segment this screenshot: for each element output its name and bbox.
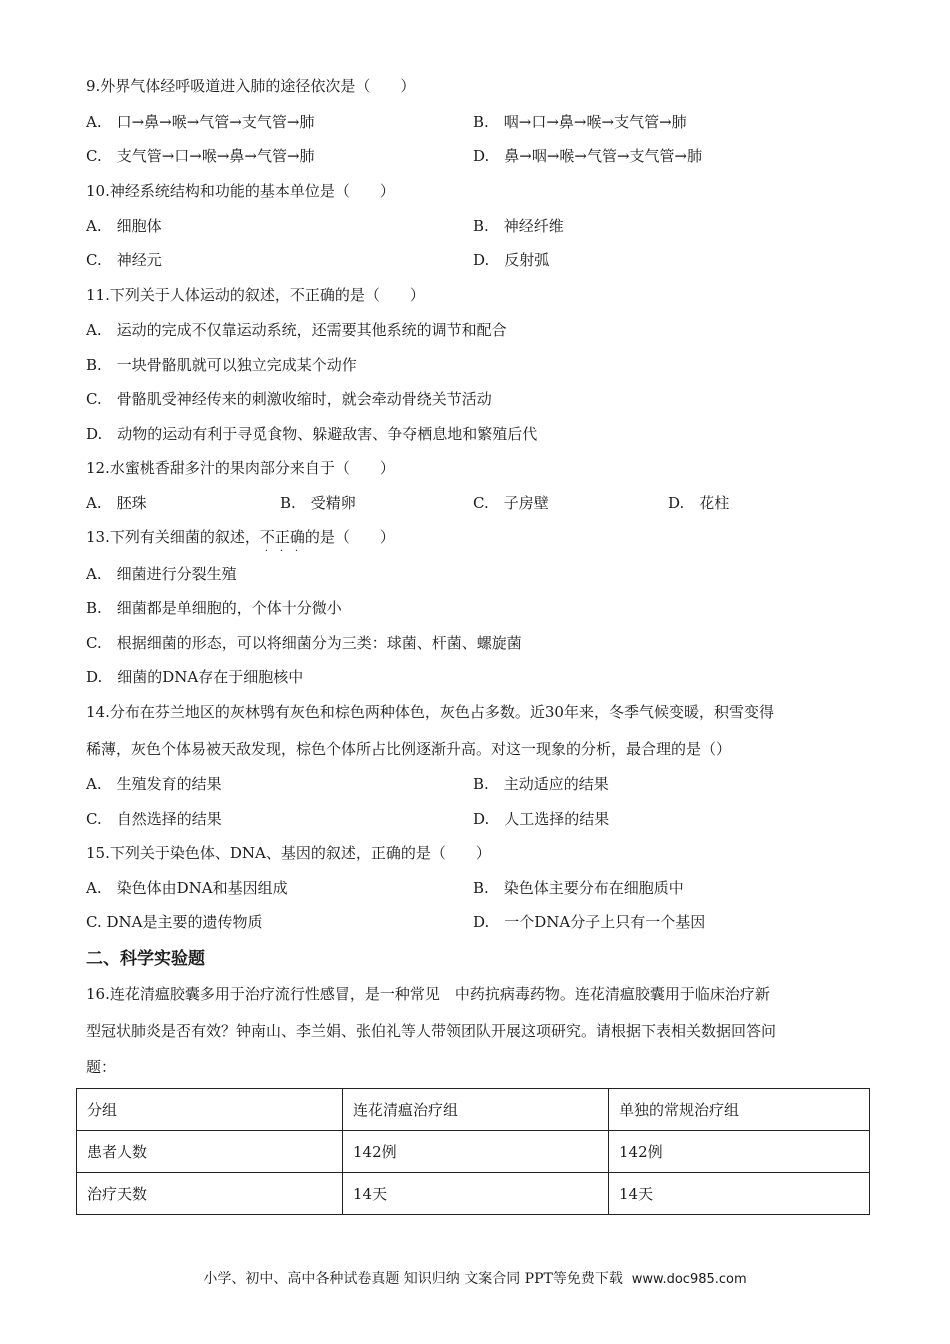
- question-12-option-d: D. 花柱: [668, 494, 730, 512]
- question-15-option-a: A. 染色体由DNA和基因组成: [86, 879, 288, 897]
- footer-url[interactable]: www.doc985.com: [631, 1272, 747, 1287]
- question-11-option-a: A. 运动的完成不仅靠运动系统，还需要其他系统的调节和配合: [86, 321, 507, 339]
- question-14-option-d: D. 人工选择的结果: [473, 810, 610, 828]
- question-13-stem-prefix: 13.下列有关细菌的叙述，: [86, 528, 260, 546]
- question-15-option-c: C. DNA是主要的遗传物质: [86, 913, 263, 931]
- question-13-option-b: B. 细菌都是单细胞的，个体十分微小: [86, 599, 342, 617]
- table-header-cell: 连花清瘟治疗组: [343, 1089, 609, 1131]
- question-15-stem: 15.下列关于染色体、DNA、基因的叙述，正确的是（ ）: [86, 844, 491, 862]
- question-11-option-b: B. 一块骨骼肌就可以独立完成某个动作: [86, 356, 357, 374]
- question-10-option-c: C. 神经元: [86, 251, 162, 269]
- question-16-line1: 16.连花清瘟胶囊多用于治疗流行性感冒，是一种常见 中药抗病毒药物。连花清瘟胶囊用于临床治疗新: [86, 985, 770, 1003]
- question-11-option-d: D. 动物的运动有利于寻觅食物、躲避敌害、争夺栖息地和繁殖后代: [86, 425, 538, 443]
- emphasis-not-correct: 不正确 · · ·: [259, 528, 305, 557]
- table-cell: 142例: [343, 1131, 609, 1173]
- table-row: [77, 1173, 870, 1215]
- question-9-option-c: C. 支气管→口→喉→鼻→气管→肺: [86, 147, 315, 165]
- data-table: [76, 1088, 870, 1215]
- table-header-cell: 单独的常规治疗组: [609, 1089, 870, 1131]
- question-16-line3: 题：: [86, 1058, 117, 1076]
- question-12-option-b: B. 受精卵: [280, 494, 356, 512]
- question-16-line2: 型冠状肺炎是否有效？钟南山、李兰娟、张伯礼等人带领团队开展这项研究。请根据下表相关数据回答问: [86, 1022, 777, 1040]
- question-9-option-b: B. 咽→口→鼻→喉→支气管→肺: [473, 113, 687, 131]
- question-11-stem: 11.下列关于人体运动的叙述，不正确的是（ ）: [86, 286, 425, 304]
- question-13-option-c: C. 根据细菌的形态，可以将细菌分为三类：球菌、杆菌、螺旋菌: [86, 634, 522, 652]
- footer-text: 小学、初中、高中各种试卷真题 知识归纳 文案合同 PPT等免费下载: [203, 1271, 623, 1287]
- question-11-option-c: C. 骨骼肌受神经传来的刺激收缩时，就会牵动骨绕关节活动: [86, 390, 492, 408]
- question-14-option-a: A. 生殖发育的结果: [86, 775, 222, 793]
- question-10-option-d: D. 反射弧: [473, 251, 550, 269]
- question-14-stem-line2: 稀薄，灰色个体易被天敌发现，棕色个体所占比例逐渐升高。对这一现象的分析，最合理的是（）: [86, 740, 732, 758]
- question-9-option-d: D. 鼻→咽→喉→气管→支气管→肺: [473, 147, 703, 165]
- table-cell: 142例: [609, 1131, 870, 1173]
- page-footer: [0, 1270, 950, 1289]
- question-10-option-b: B. 神经纤维: [473, 217, 564, 235]
- table-header-row: [77, 1089, 870, 1131]
- question-9-option-a: A. 口→鼻→喉→气管→支气管→肺: [86, 113, 315, 131]
- question-15-option-d: D. 一个DNA分子上只有一个基因: [473, 913, 706, 931]
- question-14-stem-line1: 14.分布在芬兰地区的灰林鸮有灰色和棕色两种体色，灰色占多数。近30年来，冬季气候变暖，积雪变得: [86, 703, 774, 721]
- question-14-option-c: C. 自然选择的结果: [86, 810, 222, 828]
- question-12-stem: 12.水蜜桃香甜多汁的果肉部分来自于（ ）: [86, 459, 395, 477]
- question-9-stem: 9.外界气体经呼吸道进入肺的途径依次是（ ）: [86, 77, 416, 95]
- table-cell: 14天: [343, 1173, 609, 1215]
- table-cell: 14天: [609, 1173, 870, 1215]
- table-cell: 治疗天数: [77, 1173, 343, 1215]
- question-13-stem: [86, 527, 395, 557]
- question-10-option-a: A. 细胞体: [86, 217, 162, 235]
- table-cell: 患者人数: [77, 1131, 343, 1173]
- table-row: [77, 1131, 870, 1173]
- question-14-option-b: B. 主动适应的结果: [473, 775, 609, 793]
- question-12-option-c: C. 子房壁: [473, 494, 549, 512]
- question-13-option-a: A. 细菌进行分裂生殖: [86, 565, 237, 583]
- question-13-stem-suffix: 的是（ ）: [304, 528, 395, 546]
- question-12-option-a: A. 胚珠: [86, 494, 147, 512]
- section-title: 二、科学实验题: [86, 949, 205, 969]
- question-10-stem: 10.神经系统结构和功能的基本单位是（ ）: [86, 182, 395, 200]
- question-13-option-d: D. 细菌的DNA存在于细胞核中: [86, 668, 304, 686]
- table-header-cell: 分组: [77, 1089, 343, 1131]
- question-15-option-b: B. 染色体主要分布在细胞质中: [473, 879, 684, 897]
